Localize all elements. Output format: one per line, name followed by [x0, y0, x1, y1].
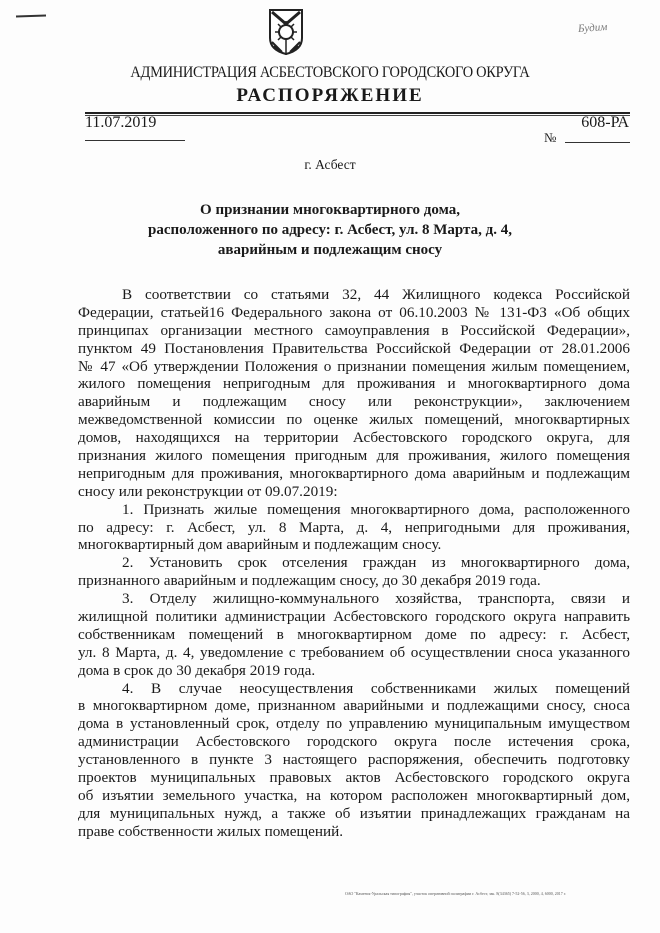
text-line: домов, находящихся на территории Асбестовского городского округа, для	[78, 429, 630, 447]
number-underline	[565, 142, 630, 143]
text-line: установленного в пункте 3 настоящего распоряжения, обеспечить подготовку	[78, 751, 630, 769]
text-line: дома в срок до 30 декабря 2019 года.	[78, 661, 316, 679]
preamble-paragraph	[78, 286, 630, 501]
title-line: О признании многоквартирного дома,	[200, 202, 460, 218]
text-line: проектов муниципальных правовых актов Асбестовского городского округа	[78, 769, 630, 787]
text-line: 1. Признать жилые помещения многоквартирного дома, расположенного	[122, 500, 630, 518]
document-title	[0, 200, 660, 260]
text-line: межведомственной комиссии по оценке жилых помещений, многоквартирных	[78, 411, 630, 429]
coat-of-arms-emblem	[268, 8, 304, 56]
title-line: аварийным и подлежащим сносу	[217, 242, 443, 258]
text-line: сносу или реконструкции от 09.07.2019:	[78, 482, 338, 500]
text-line: собственникам помещений в многоквартирном доме по адресу: г. Асбест,	[78, 625, 630, 643]
document-date: 11.07.2019	[85, 114, 157, 131]
clause-2	[78, 554, 630, 590]
text-line: 2. Установить срок отселения граждан из многоквартирного дома,	[122, 554, 630, 572]
text-line: ул. 8 Марта, д. 4, уведомление с требованием об осуществлении сноса указанного	[78, 643, 630, 661]
text-line: признанного аварийным и подлежащим сносу, до 30 декабря 2019 года.	[78, 572, 541, 590]
handwritten-note: Будим	[577, 20, 608, 36]
text-line: аварийным и подлежащим сносу или реконструкции», заключением	[78, 393, 630, 411]
handwritten-dash	[16, 14, 46, 17]
text-line: жилищной политики администрации Асбестовского городского округа направить	[78, 608, 630, 626]
organization-name: АДМИНИСТРАЦИЯ АСБЕСТОВСКОГО ГОРОДСКОГО ОКРУГА	[130, 64, 530, 81]
text-line: признания жилого помещения пригодным для проживания, жилого помещения	[78, 447, 630, 465]
number-sign: №	[544, 130, 557, 145]
text-line: по адресу: г. Асбест, ул. 8 Марта, д. 4, непригодными для проживания,	[78, 518, 630, 536]
text-line: непригодным для проживания, многоквартирного дома аварийным и подлежащим	[78, 464, 630, 482]
text-line: в многоквартирном доме, признанном аварийными и подлежащими сносу, сноса	[78, 697, 630, 715]
city: г. Асбест	[304, 157, 356, 172]
header-divider-thin	[85, 115, 630, 116]
date-underline	[85, 140, 185, 141]
text-line: 4. В случае неосуществления собственниками жилых помещений	[122, 679, 630, 697]
text-line: жилого помещения непригодным для проживания и многоквартирного дома	[78, 375, 630, 393]
text-line: об изъятии земельного участка, на котором расположен многоквартирный дом,	[78, 786, 630, 804]
clause-3	[78, 590, 630, 679]
text-line: праве собственности жилых помещений.	[78, 822, 344, 840]
title-line: расположенного по адресу: г. Асбест, ул. 8 Марта, д. 4,	[148, 222, 512, 238]
text-line: администрации Асбестовского городского округа после истечения срока,	[78, 733, 630, 751]
text-line: Федерации, статьей16 Федерального закона от 06.10.2003 № 131-ФЗ «Об общих	[78, 303, 630, 321]
document-body	[78, 286, 630, 841]
clause-1	[78, 501, 630, 555]
text-line: дома в установленный срок, отделу по управлению муниципальным имуществом	[78, 715, 630, 733]
text-line: пунктом 49 Постановления Правительства Российской Федерации от 28.01.2006	[78, 339, 630, 357]
header-divider	[85, 112, 630, 114]
text-line: многоквартирный дом аварийным и подлежащим сносу.	[78, 536, 442, 554]
text-line: В соответствии со статьями 32, 44 Жилищного кодекса Российской	[122, 286, 630, 303]
clause-4	[78, 680, 630, 841]
document-type: РАСПОРЯЖЕНИЕ	[236, 85, 424, 106]
printer-imprint: ОАО "Каменск-Уральская типография", участок оперативной полиграфии г. Асбест, зак. 8(34365) 7-52-56, 3, 2000, 4, 6000, 2017 г.	[345, 891, 566, 896]
text-line: принципах организации местного самоуправления в Российской Федерации»,	[78, 321, 630, 339]
text-line: № 47 «Об утверждении Положения о признании помещения жилым помещением,	[78, 357, 630, 375]
document-number: 608-РА	[581, 114, 629, 131]
text-line: для муниципальных нужд, а также об изъятии принадлежащих гражданам на	[78, 804, 630, 822]
text-line: 3. Отделу жилищно-коммунального хозяйства, транспорта, связи и	[122, 590, 630, 608]
